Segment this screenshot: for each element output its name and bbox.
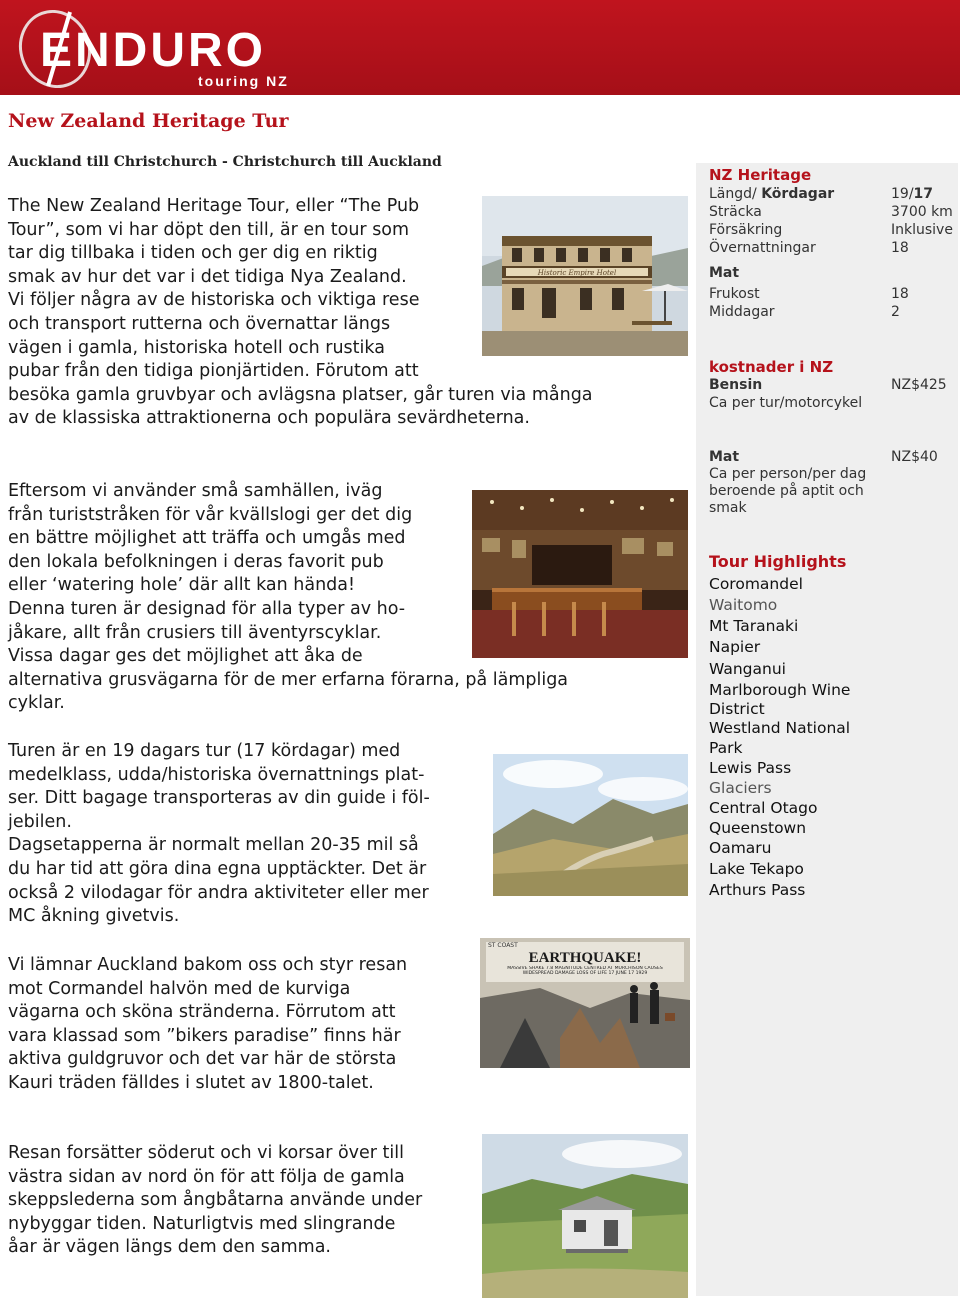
highlight-item: Mt Taranaki xyxy=(709,617,799,635)
text-line: alternativa grusvägarna för de mer erfarna förarna, på lämpliga xyxy=(8,669,569,690)
text-line: smak av hur det var i det tidiga Nya Zealand. xyxy=(8,266,407,287)
landscape-photo xyxy=(493,754,688,896)
earthquake-poster-photo xyxy=(480,938,690,1068)
text-line: eller ‘watering hole’ där allt kan hända! xyxy=(8,575,356,596)
text-line: en bättre möjlighet att träffa och umgås med xyxy=(8,528,406,549)
highlight-item: Central Otago xyxy=(709,799,818,817)
text-line: Turen är en 19 dagars tur (17 kördagar) med xyxy=(8,741,401,761)
text-line: cyklar. xyxy=(8,693,65,714)
page-title: New Zealand Heritage Tur xyxy=(8,110,289,132)
logo-text: ENDURO xyxy=(40,24,267,77)
text-line: Dagsetapperna är normalt mellan 20-35 mil så xyxy=(8,835,419,856)
text-line: MC åkning givetvis. xyxy=(8,906,180,927)
highlight-item: Marlborough Wine xyxy=(709,681,851,699)
enduro-logo[interactable] xyxy=(10,6,320,92)
highlight-item: Oamaru xyxy=(709,839,772,857)
fuel-label: Bensin xyxy=(709,377,763,393)
text-line: medelklass, udda/historiska övernattnings plat- xyxy=(8,764,425,785)
food-note-line: Ca per person/per dag xyxy=(709,466,867,482)
text-line: pubar från den tidiga pionjärtiden. Förutom att xyxy=(8,361,419,382)
logo-graphic xyxy=(10,6,320,92)
text-line: den lokala befolkningen i deras favorit pub xyxy=(8,551,384,572)
text-line: The New Zealand Heritage Tour, eller “The Pub xyxy=(8,196,420,216)
text-line: tar dig tillbaka i tiden och ger dig en riktig xyxy=(8,243,378,264)
west-coast-paragraph xyxy=(8,1142,422,1260)
header-banner xyxy=(0,0,960,95)
distance-value: 3700 km xyxy=(891,204,953,220)
text-line: besöka gamla gruvbyar och avlägsna platser, går turen via många xyxy=(8,384,593,405)
food-note-line: smak xyxy=(709,500,747,516)
insurance-value: Inklusive xyxy=(891,222,953,238)
highlight-item: Westland National xyxy=(709,719,851,737)
highlight-item: Park xyxy=(709,739,743,757)
text-line: vägarna och sköna stränderna. Förrutom att xyxy=(8,1002,396,1023)
text-line: åar är vägen längs dem den samma. xyxy=(8,1237,331,1258)
dinner-value: 2 xyxy=(891,304,900,320)
highlight-item: Coromandel xyxy=(709,575,803,593)
hotel-sign-text: Historic Empire Hotel xyxy=(537,269,617,277)
highlight-item: Lewis Pass xyxy=(709,759,792,777)
hotel-photo xyxy=(482,196,688,356)
tour-details-paragraph xyxy=(8,740,430,929)
food-value: NZ$40 xyxy=(891,449,938,465)
breakfast-value: 18 xyxy=(891,286,909,302)
poster-corner-text: ST COAST xyxy=(488,942,518,949)
text-line: vägen i gamla, historiska hotell och rustika xyxy=(8,337,385,358)
text-line: Vi följer några av de historiska och viktiga rese xyxy=(8,290,420,311)
text-line: Kauri träden fälldes i slutet av 1800-talet. xyxy=(8,1072,374,1093)
text-line: också 2 vilodagar för andra aktiviteter eller mer xyxy=(8,882,429,903)
text-line: jåkare, allt från crusiers till äventyrscyklar. xyxy=(8,622,382,643)
highlights-heading: Tour Highlights xyxy=(709,552,847,571)
text-line: Resan forsätter söderut och vi korsar över till xyxy=(8,1143,405,1163)
text-line: från turiststråken för vår kvällslogi ger det dig xyxy=(8,504,413,525)
text-line: västra sidan av nord ön för att följa de gamla xyxy=(8,1166,405,1187)
text-line: nybyggar tiden. Naturligtvis med slingrande xyxy=(8,1213,396,1234)
highlight-item: Lake Tekapo xyxy=(709,860,804,878)
text-line: Eftersom vi använder små samhällen, iväg xyxy=(8,481,383,501)
text-line: jebilen. xyxy=(8,811,72,832)
highlight-item: Queenstown xyxy=(709,819,807,837)
length-label xyxy=(709,186,834,202)
text-line: Denna turen är designad för alla typer av ho- xyxy=(8,598,406,619)
length-label-a: Längd/ xyxy=(709,186,762,202)
highlight-item: Waitomo xyxy=(709,596,778,614)
pub-interior-photo xyxy=(472,490,688,658)
text-line: vara klassad som ”bikers paradise” finns här xyxy=(8,1025,401,1046)
breakfast-label: Frukost xyxy=(709,286,760,302)
fuel-value: NZ$425 xyxy=(891,377,947,393)
dinner-label: Middagar xyxy=(709,304,775,320)
food-note-line: beroende på aptit och xyxy=(709,483,864,499)
food-label: Mat xyxy=(709,449,740,465)
hut-photo xyxy=(482,1134,688,1298)
auckland-paragraph xyxy=(8,954,407,1096)
text-line: och transport rutterna och övernattar längs xyxy=(8,313,391,334)
nights-label: Övernattningar xyxy=(709,240,816,256)
highlight-item: Wanganui xyxy=(709,660,786,678)
costs-heading: kostnader i NZ xyxy=(709,358,834,376)
meals-heading: Mat xyxy=(709,265,740,281)
text-line: av de klassiska attraktionerna och populära sevärdheterna. xyxy=(8,408,530,429)
logo-subtext: touring NZ xyxy=(198,73,289,89)
length-value-a: 19/ xyxy=(891,186,914,202)
fuel-note: Ca per tur/motorcykel xyxy=(709,395,863,411)
text-line: aktiva guldgruvor och det var här de största xyxy=(8,1049,397,1070)
text-line: Vi lämnar Auckland bakom oss och styr resan xyxy=(8,955,408,975)
text-line: du har tid att göra dina egna upptäckter. Det är xyxy=(8,858,427,879)
poster-subtext: MASSIVE SHAKE 7.8 MAGNITUDE CENTRED AT MURCHISON CAUSES WIDESPREAD DAMAGE LOSS OF LIFE 17 JUNE 17 1929 xyxy=(507,966,663,976)
poster-headline: EARTHQUAKE! xyxy=(528,950,642,966)
text-line: mot Cormandel halvön med de kurviga xyxy=(8,978,351,999)
length-label-b: Kördagar xyxy=(761,186,835,202)
highlight-item: Glaciers xyxy=(709,779,772,797)
insurance-label: Försäkring xyxy=(709,222,783,238)
text-line: ser. Ditt bagage transporteras av din guide i föl- xyxy=(8,788,430,809)
length-value-b: 17 xyxy=(913,186,934,202)
text-line: Tour”, som vi har döpt den till, är en tour som xyxy=(8,219,410,240)
length-value xyxy=(891,186,933,202)
sidebar-heading: NZ Heritage xyxy=(709,166,812,184)
nights-value: 18 xyxy=(891,240,909,256)
distance-label: Sträcka xyxy=(709,204,762,220)
highlight-item: Napier xyxy=(709,638,761,656)
highlight-item: Arthurs Pass xyxy=(709,881,806,899)
page-subtitle: Auckland till Christchurch - Christchurch till Auckland xyxy=(8,154,442,170)
text-line: Vissa dagar ges det möjlighet att åka de xyxy=(8,646,363,667)
highlight-item: District xyxy=(709,700,765,718)
text-line: skeppslederna som ångbåtarna använde under xyxy=(8,1190,423,1211)
